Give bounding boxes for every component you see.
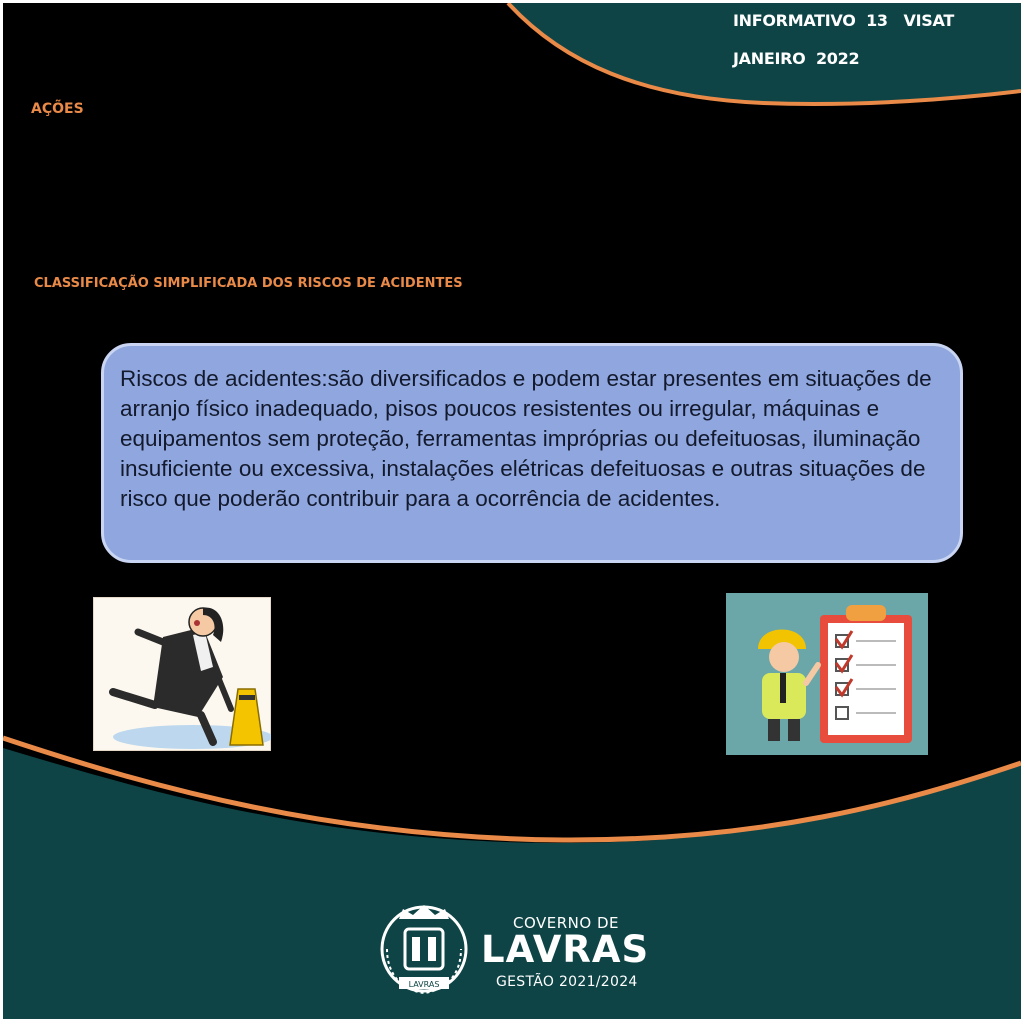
- safety-checklist-illustration: [726, 593, 928, 755]
- informativo-title: INFORMATIVO 13 VISAT: [733, 11, 954, 30]
- info-box-text: Riscos de acidentes:são diversificados e podem estar presentes em situações de arranjo físico inadequado, pisos poucos resistentes ou irregular, máquinas e equipamentos sem proteção, ferramentas impróprias ou defeituosas, iluminação insuficiente ou excessiva, instalações elétricas defeituosas e outras situações de risco que poderão contribuir para a ocorrência de acidentes.: [120, 366, 932, 511]
- info-box: [101, 343, 963, 563]
- acoes-heading: AÇÕES: [31, 101, 84, 117]
- logo-line-gestao: GESTÃO 2021/2024: [496, 974, 638, 990]
- slipping-worker-illustration: [93, 597, 271, 751]
- classificacao-heading: CLASSIFICAÇÃO SIMPLIFICADA DOS RISCOS DE ACIDENTES: [34, 276, 463, 291]
- page: [3, 3, 1021, 1019]
- issue-date: JANEIRO 2022: [733, 49, 860, 68]
- clipboard-icon: [820, 605, 912, 743]
- crest-banner-text: LAVRAS: [408, 980, 440, 989]
- lavras-crest-icon: [377, 899, 471, 999]
- logo-line-lavras: LAVRAS: [481, 928, 650, 971]
- logo-line-governo: COVERNO DE: [513, 914, 620, 932]
